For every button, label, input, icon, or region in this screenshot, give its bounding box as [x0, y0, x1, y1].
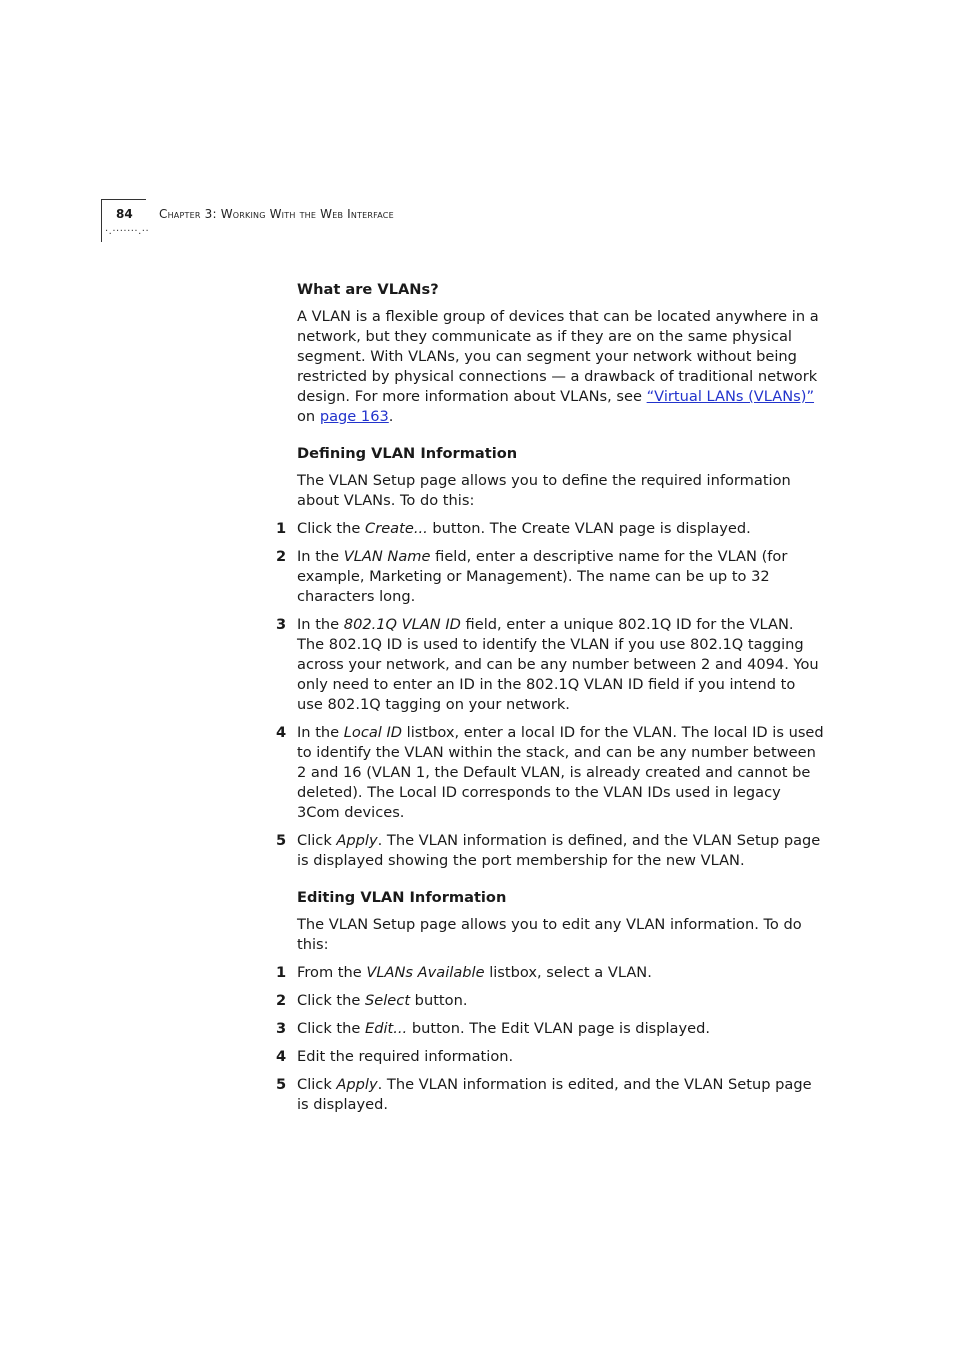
page-header [101, 199, 501, 245]
list-item: 1 From the VLANs Available listbox, select a VLAN. [276, 964, 652, 981]
section-heading-defining-vlan: Defining VLAN Information [297, 445, 518, 462]
list-item: 5 Click Apply. The VLAN information is defined, and the VLAN Setup page is displayed showing the port membership for the new VLAN. [276, 832, 821, 869]
list-item: 1 Click the Create... button. The Create VLAN page is displayed. [276, 520, 751, 537]
decorative-dotted-line: ·.·······.·· [105, 226, 150, 237]
page-number: 84 [116, 207, 133, 221]
step-number: 2 [276, 992, 287, 1009]
virtual-lans-link[interactable]: “Virtual LANs (VLANs)” [646, 388, 815, 405]
vlan-definition-paragraph: A VLAN is a flexible group of devices that can be located anywhere in a network, but they communicate as if they are on the same physical segment. With VLANs, you can segment your network without being restricted by physical connections — a drawback of traditional network design. For more information about VLANs, see “Virtual LANs (VLANs)” on page 163. [297, 308, 819, 425]
step-number: 2 [276, 548, 287, 565]
defining-steps-list [276, 519, 825, 871]
header-corner-box [101, 199, 150, 242]
section-heading-what-are-vlans: What are VLANs? [297, 281, 439, 298]
list-item: 3 In the 802.1Q VLAN ID field, enter a unique 802.1Q ID for the VLAN. The 802.1Q ID is used to identify the VLAN if you use 802.1Q tagging across your network, and can be any number between 2 and 4094. You only need to enter an ID in the 802.1Q VLAN ID field if you intend to use 802.1Q tagging on your network. [276, 616, 819, 713]
step-number: 4 [276, 724, 287, 741]
list-item: 5 Click Apply. The VLAN information is edited, and the VLAN Setup page is displayed. [276, 1076, 812, 1113]
list-item: 4 In the Local ID listbox, enter a local ID for the VLAN. The local ID is used to identify the VLAN within the stack, and can be any number between 2 and 16 (VLAN 1, the Default VLAN, is already created and cannot be deleted). The Local ID corresponds to the VLAN IDs used in legacy 3Com devices. [276, 724, 824, 821]
page-content [276, 280, 825, 1132]
list-item: 4 Edit the required information. [276, 1048, 514, 1065]
section-heading-editing-vlan: Editing VLAN Information [297, 889, 507, 906]
page-163-link[interactable]: page 163 [319, 408, 389, 425]
step-number: 1 [276, 964, 287, 981]
editing-intro-paragraph: The VLAN Setup page allows you to edit any VLAN information. To do this: [297, 916, 802, 953]
list-item: 2 Click the Select button. [276, 992, 468, 1009]
step-number: 3 [276, 616, 287, 633]
step-number: 3 [276, 1020, 287, 1037]
step-number: 4 [276, 1048, 287, 1065]
list-item: 2 In the VLAN Name field, enter a descriptive name for the VLAN (for example, Marketing or Management). The name can be up to 32 characters long. [276, 548, 788, 605]
chapter-title: Chapter 3: Working With the Web Interface [159, 207, 394, 221]
editing-steps-list [276, 963, 825, 1115]
step-number: 5 [276, 1076, 287, 1093]
list-item: 3 Click the Edit... button. The Edit VLAN page is displayed. [276, 1020, 711, 1037]
step-number: 5 [276, 832, 287, 849]
step-number: 1 [276, 520, 287, 537]
defining-intro-paragraph: The VLAN Setup page allows you to define the required information about VLANs. To do this: [297, 472, 791, 509]
